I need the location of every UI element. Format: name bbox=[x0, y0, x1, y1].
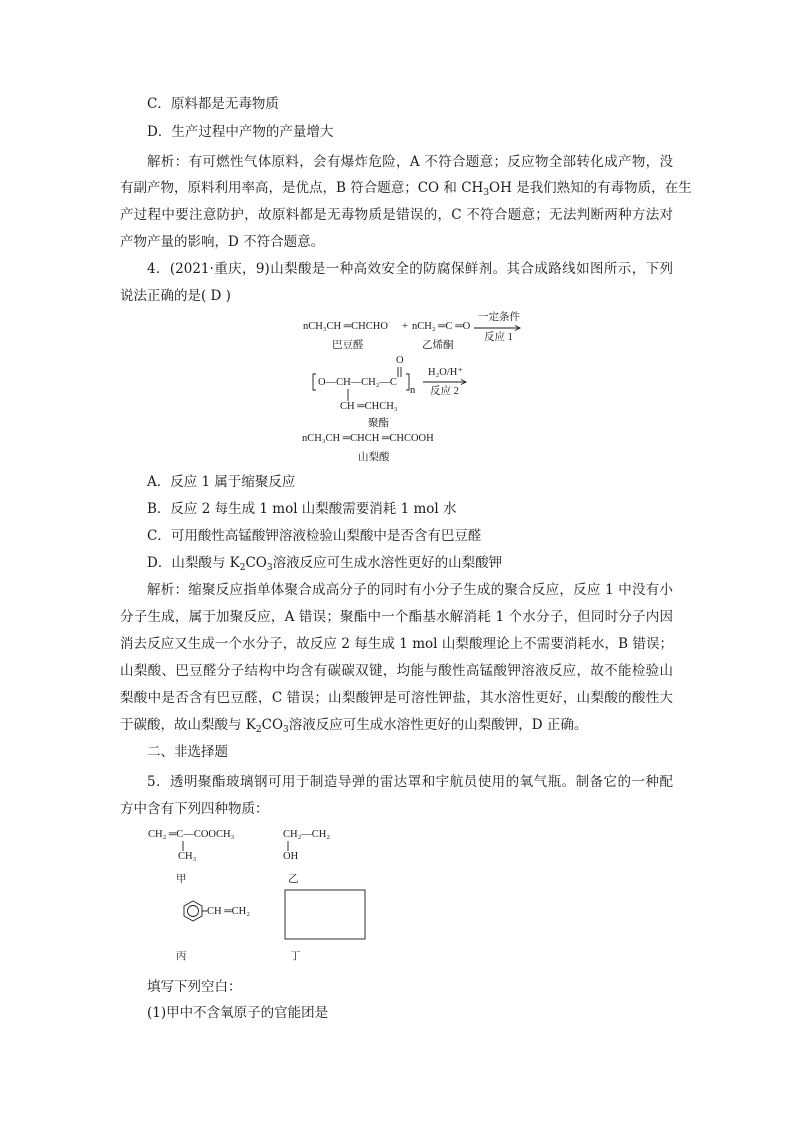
ding-label: 丁 bbox=[290, 950, 301, 962]
polyester-label: 聚酯 bbox=[368, 417, 389, 429]
q4-option-b: B．反应 2 每生成 1 mol 山梨酸需要消耗 1 mol 水 bbox=[147, 501, 457, 517]
q4-analysis-line4: 山梨酸、巴豆醛分子结构中均含有碳碳双键，均能与酸性高锰酸钾溶液反应，故不能检验山 bbox=[120, 663, 673, 679]
ketene-label: 乙烯酮 bbox=[422, 339, 454, 351]
benzene-ring bbox=[184, 901, 202, 921]
sorbic-acid-label: 山梨酸 bbox=[358, 451, 390, 463]
q4-analysis-line6: 于碳酸，故山梨酸与 $K_2CO_3$溶液反应可生成水溶性更好的山梨酸钾，D 正确。 bbox=[120, 717, 588, 735]
fill-prompt: 填写下列空白： bbox=[147, 979, 242, 995]
q4-option-c: C．可用酸性高锰酸钾溶液检验山梨酸中是否含有巴豆醛 bbox=[147, 528, 482, 544]
arrow2-label: 反应 2 bbox=[430, 386, 459, 397]
q4-analysis-line3: 消去反应又生成一个水分子，故反应 2 每生成 1 mol 山梨酸理论上不需要消耗水，B 错误； bbox=[120, 636, 673, 652]
q3-option-c: C．原料都是无毒物质 bbox=[147, 96, 279, 112]
q3-analysis-line1: 解析：有可燃性气体原料，会有爆炸危险，A 不符合题意；反应物全部转化成产物，没 bbox=[147, 154, 673, 170]
polymer-backbone: O—CH—CH₂—C bbox=[318, 377, 397, 388]
q4-analysis-line1: 解析：缩聚反应指单体聚合成高分子的同时有小分子生成的聚合反应，反应 1 中没有小 bbox=[147, 582, 673, 598]
q4-analysis-line5: 梨酸中是否含有巴豆醛，C 错误；山梨酸钾是可溶性钾盐，其水溶性更好，山梨酸的酸性大 bbox=[120, 690, 673, 706]
crotonaldehyde-formula: nCH₃CH ═CHCHO bbox=[303, 321, 388, 332]
q5-stem-line2: 方中含有下列四种物质： bbox=[120, 801, 269, 817]
q4-option-d: D．山梨酸与 $K_2CO_3$溶液反应可生成水溶性更好的山梨酸钾 bbox=[147, 555, 503, 573]
q5-subquestion-1: (1)甲中不含氧原子的官能团是 bbox=[147, 1005, 329, 1021]
polymer-carbonyl-o: O bbox=[396, 355, 404, 366]
yi-label: 乙 bbox=[288, 873, 299, 885]
jia-methyl: CH₃ bbox=[178, 851, 197, 862]
jia-label: 甲 bbox=[176, 873, 187, 885]
q4-option-a: A．反应 1 属于缩聚反应 bbox=[147, 474, 296, 490]
sorbic-acid-formula: nCH₃CH ═CHCH ═CHCOOH bbox=[302, 433, 434, 444]
bing-label: 丙 bbox=[176, 950, 187, 962]
q3-analysis-line2: 有副产物，原料利用率高，是优点，B 符合题意；CO 和 $CH_3OH$ 是我们熟知的有毒物质，在生 bbox=[120, 180, 692, 198]
q5-stem-line1: 5．透明聚酯玻璃钢可用于制造导弹的雷达罩和宇航员使用的氧气瓶。制备它的一种配 bbox=[147, 774, 673, 790]
arrow1-label: 反应 1 bbox=[484, 332, 513, 343]
polymer-n: n bbox=[410, 385, 416, 396]
polymer-bracket-right bbox=[406, 374, 409, 390]
compound-ding-box bbox=[285, 890, 365, 939]
polymer-side-chain: CH ═CHCH₃ bbox=[340, 401, 398, 412]
crotonaldehyde-label: 巴豆醛 bbox=[332, 339, 364, 351]
bing-formula: CH ═CH₂ bbox=[207, 906, 250, 917]
q4-stem-line2: 说法正确的是( D ) bbox=[120, 288, 231, 304]
q3-analysis-line3: 产过程中要注意防护，故原料都是无毒物质是错误的，C 不符合题意；无法判断两种方法对 bbox=[120, 207, 673, 223]
jia-formula: CH₂ ═C—COOCH₃ bbox=[148, 829, 235, 840]
q3-option-d: D．生产过程中产物的产量增大 bbox=[147, 124, 334, 140]
q3-analysis-line4: 产物产量的影响，D 不符合题意。 bbox=[120, 234, 325, 250]
ketene-formula: nCH₂ ═C ═O bbox=[412, 321, 471, 332]
benzene-inner-ring bbox=[188, 906, 199, 917]
arrow2-condition: H₂O/H⁺ bbox=[428, 367, 463, 378]
q4-stem-line1: 4．(2021·重庆，9)山梨酸是一种高效安全的防腐保鲜剂。其合成路线如图所示，下列 bbox=[147, 261, 673, 277]
q4-analysis-line2: 分子生成，属于加聚反应，A 错误；聚酯中一个酯基水解消耗 1 个水分子，但同时分子内因 bbox=[120, 609, 673, 625]
arrow1-condition: 一定条件 bbox=[478, 312, 520, 323]
section-title: 二、非选择题 bbox=[147, 744, 228, 760]
yi-formula: CH₂—CH₂ bbox=[283, 829, 330, 840]
polymer-bracket-left bbox=[313, 374, 316, 390]
yi-hydroxyl: OH bbox=[283, 851, 299, 862]
plus-sign: + bbox=[402, 321, 408, 332]
